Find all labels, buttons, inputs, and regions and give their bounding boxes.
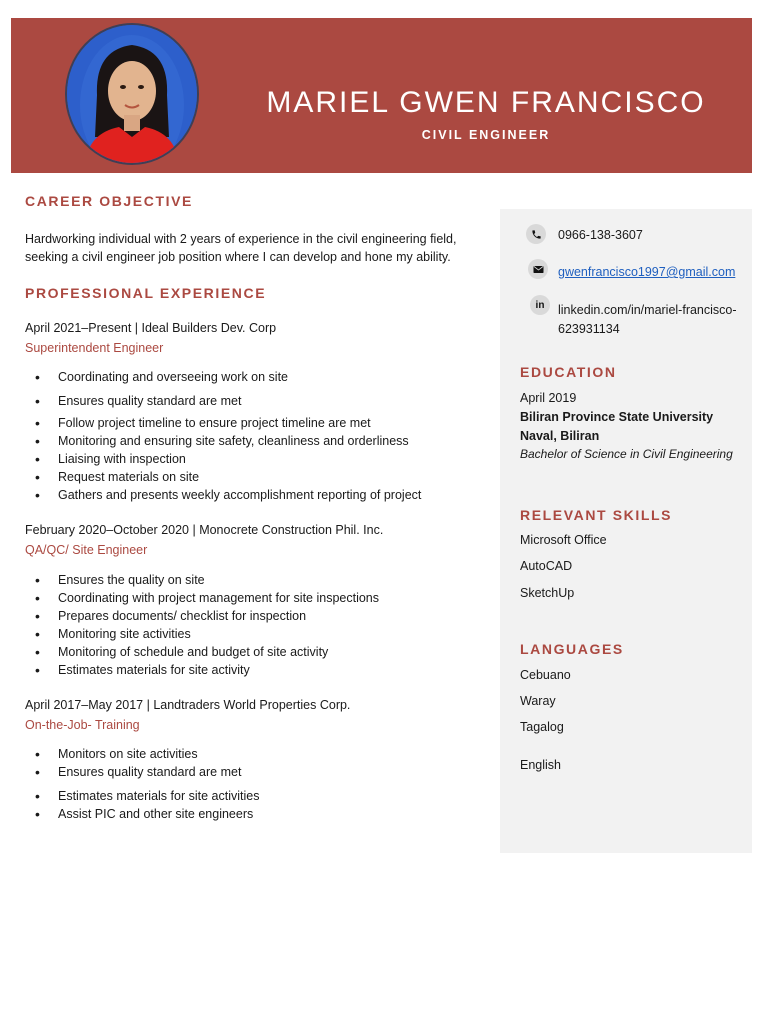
list-item: • Estimates materials for site activities: [35, 787, 259, 805]
language-item: Tagalog: [520, 720, 564, 734]
job-header: February 2020–October 2020 | Monocrete Construction Phil. Inc.: [25, 523, 384, 537]
language-item: Waray: [520, 694, 556, 708]
list-item: • Ensures quality standard are met: [35, 763, 259, 781]
language-item: English: [520, 758, 561, 772]
job-duties-list: [35, 571, 379, 679]
education-heading: EDUCATION: [520, 364, 617, 380]
education-school: Biliran Province State University: [520, 410, 714, 424]
list-item: • Coordinating with project management for site inspections: [35, 589, 379, 607]
phone-icon: [526, 224, 546, 244]
email-link[interactable]: gwenfrancisco1997@gmail.com: [558, 265, 736, 279]
education-date: April 2019: [520, 391, 577, 405]
list-item: • Follow project timeline to ensure project timeline are met: [35, 414, 421, 432]
linkedin-url-line-1[interactable]: linkedin.com/in/mariel-francisco-: [558, 303, 737, 317]
skill-item: Microsoft Office: [520, 533, 607, 547]
job-header: April 2021–Present | Ideal Builders Dev. Corp: [25, 321, 277, 335]
job-duties-list: [35, 745, 259, 823]
job-duties-list: [35, 368, 421, 504]
list-item: • Monitoring and ensuring site safety, cleanliness and orderliness: [35, 432, 421, 450]
header-banner: [11, 18, 752, 173]
linkedin-icon: in: [530, 295, 550, 315]
list-item: • Assist PIC and other site engineers: [35, 805, 259, 823]
linkedin-url-line-2[interactable]: 623931134: [558, 322, 620, 336]
job-role: Superintendent Engineer: [25, 341, 164, 355]
experience-heading: PROFESSIONAL EXPERIENCE: [25, 285, 267, 301]
objective-line-2: seeking a civil engineer job position where I can develop and hone my ability.: [25, 250, 451, 264]
language-item: Cebuano: [520, 668, 571, 682]
job-header: April 2017–May 2017 | Landtraders World Properties Corp.: [25, 698, 351, 712]
skill-item: SketchUp: [520, 586, 575, 600]
list-item: • Ensures the quality on site: [35, 571, 379, 589]
profile-photo: [65, 23, 199, 165]
candidate-name: MARIEL GWEN FRANCISCO: [266, 86, 706, 119]
list-item: • Monitoring of schedule and budget of site activity: [35, 643, 379, 661]
skill-item: AutoCAD: [520, 559, 573, 573]
education-degree: Bachelor of Science in Civil Engineering: [520, 447, 733, 461]
envelope-icon: [528, 259, 548, 279]
skills-heading: RELEVANT SKILLS: [520, 507, 673, 523]
job-role: On-the-Job- Training: [25, 718, 140, 732]
list-item: • Estimates materials for site activity: [35, 661, 379, 679]
list-item: • Liaising with inspection: [35, 450, 421, 468]
list-item: • Ensures quality standard are met: [35, 392, 421, 410]
objective-line-1: Hardworking individual with 2 years of experience in the civil engineering field,: [25, 232, 457, 246]
list-item: • Monitors on site activities: [35, 745, 259, 763]
list-item: • Prepares documents/ checklist for inspection: [35, 607, 379, 625]
list-item: • Monitoring site activities: [35, 625, 379, 643]
phone-number: 0966-138-3607: [558, 228, 643, 242]
list-item: • Request materials on site: [35, 468, 421, 486]
list-item: • Coordinating and overseeing work on site: [35, 368, 421, 386]
candidate-title: CIVIL ENGINEER: [421, 128, 551, 142]
languages-heading: LANGUAGES: [520, 641, 624, 657]
career-objective-heading: CAREER OBJECTIVE: [25, 193, 193, 209]
education-location: Naval, Biliran: [520, 429, 600, 443]
list-item: • Gathers and presents weekly accomplishment reporting of project: [35, 486, 421, 504]
job-role: QA/QC/ Site Engineer: [25, 543, 148, 557]
